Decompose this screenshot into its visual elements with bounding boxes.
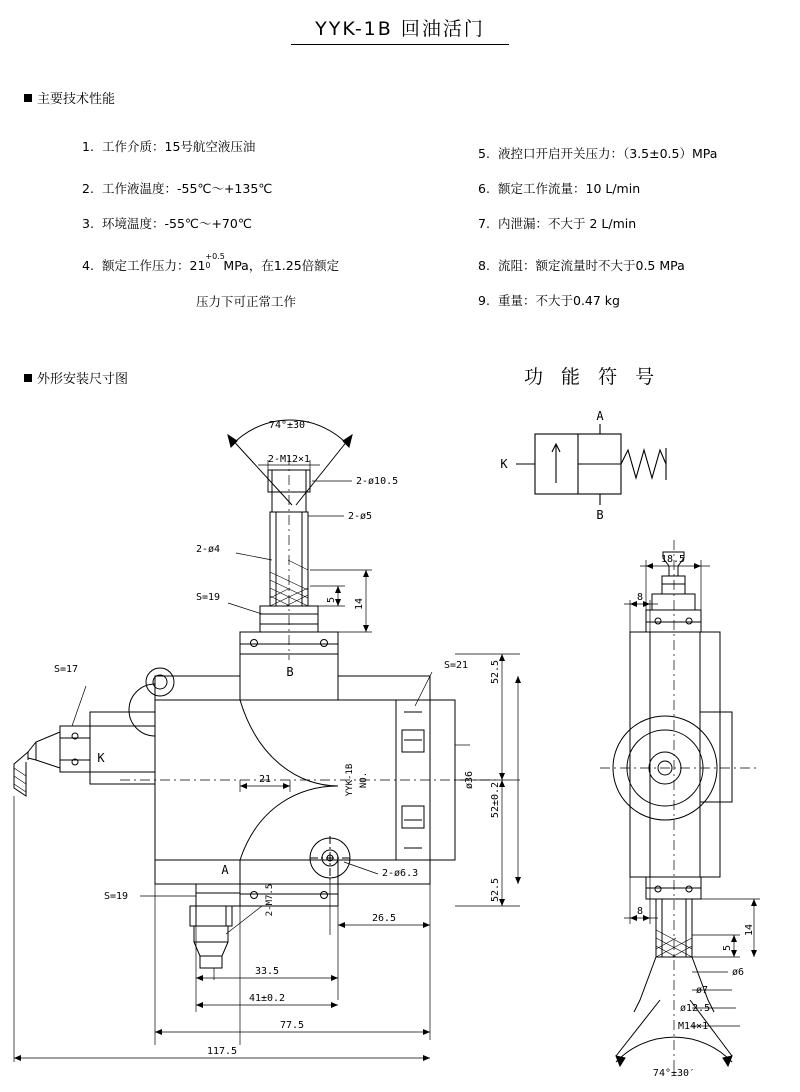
front-thread-top-label: 2-M12×1	[267, 454, 311, 465]
front-s21-label: S=21	[444, 660, 469, 671]
front-dim-52-label: 52±0.2	[490, 781, 501, 819]
spec-item-3: 3. 环境温度：-55℃～+70℃	[82, 216, 252, 231]
page-title: YYK-1B 回油活门	[315, 18, 485, 40]
tolerance-fraction: +0.5 0	[205, 251, 225, 270]
side-angle-label: 74°±30′	[652, 1068, 696, 1079]
front-bore-4-label: 2-ø4	[196, 544, 221, 555]
hydraulic-symbol	[516, 424, 666, 505]
front-dim-14-label: 14	[354, 597, 365, 611]
front-bore-63-label: 2-ø6.3	[382, 868, 419, 879]
spec-item-7: 7. 内泄漏：不大于 2 L/min	[478, 216, 637, 231]
front-port-b-label: B	[286, 665, 294, 679]
side-dim-5-label: 5	[722, 944, 733, 952]
symbol-port-b-label: B	[596, 508, 604, 522]
side-dim-8-top-label: 8	[636, 592, 644, 603]
front-dim-525-top-label: 52.5	[490, 659, 501, 685]
spec-item-4-text: 额定工作压力：21	[102, 258, 206, 273]
spec-item-6: 6. 额定工作流量：10 L/min	[478, 181, 641, 196]
front-thread-m75-label: 2-M7.5	[265, 883, 275, 917]
spec-item-9: 9. 重量：不大于0.47 kg	[478, 293, 620, 308]
side-thread-label: M14×1	[678, 1021, 709, 1032]
symbol-port-a-label: A	[596, 409, 604, 423]
front-s19-top-label: S=19	[196, 592, 221, 603]
side-dia-125-label: ø12.5	[680, 1003, 711, 1014]
symbol-section-heading: 功 能 符 号	[524, 366, 661, 388]
side-dia-7-label: ø7	[696, 985, 709, 996]
front-dim-525-bottom-label: 52.5	[490, 877, 501, 903]
front-dim-1175-label: 117.5	[206, 1046, 238, 1057]
front-dim-265-label: 26.5	[371, 913, 397, 924]
front-dim-5-label: 5	[326, 596, 337, 604]
front-dim-335-label: 33.5	[254, 966, 280, 977]
front-dim-775-label: 77.5	[279, 1020, 305, 1031]
front-dim-21-label: 21	[258, 774, 272, 785]
front-angle-label: 74°±30′	[268, 420, 312, 431]
front-bore-5-label: 2-ø5	[348, 511, 373, 522]
front-bore-105-label: 2-ø10.5	[356, 476, 399, 487]
side-dia-6-label: ø6	[732, 967, 745, 978]
front-s19-bottom-label: S=19	[104, 891, 129, 902]
side-dim-185-label: 18.5	[660, 554, 686, 565]
side-view	[600, 540, 760, 1080]
spec-item-5: 5. 液控口开启开关压力：（3.5±0.5）MPa	[478, 146, 718, 161]
body-mark-1: YYK-1B	[345, 763, 355, 797]
symbol-port-k-label: K	[500, 457, 508, 471]
spec-item-1: 1. 工作介质：15号航空液压油	[82, 139, 256, 154]
front-view	[14, 420, 760, 1080]
front-dim-41-label: 41±0.2	[248, 993, 286, 1004]
front-s17-label: S=17	[54, 664, 79, 675]
front-port-a-label: A	[221, 863, 229, 877]
body-mark-2: NO.	[359, 771, 369, 789]
dimension-section-heading: 外形安装尺寸图	[24, 368, 128, 387]
spec-item-8: 8. 流阻：额定流量时不大于0.5 MPa	[478, 258, 685, 273]
spec-item-2: 2. 工作液温度：-55℃～+135℃	[82, 181, 273, 196]
spec-item-4: 4. 额定工作压力：21 +0.5 0 MPa，在1.25倍额定	[82, 251, 340, 273]
side-dim-8-bottom-label: 8	[636, 906, 644, 917]
spec-item-4-tail: MPa，在1.25倍额定	[223, 258, 340, 273]
spec-item-4-cont: 压力下可正常工作	[196, 294, 297, 309]
front-dia-36-label: ø36	[464, 770, 475, 790]
side-dim-14-label: 14	[744, 923, 755, 937]
front-port-k-label: K	[97, 751, 105, 765]
spec-section-heading: 主要技术性能	[24, 88, 115, 107]
